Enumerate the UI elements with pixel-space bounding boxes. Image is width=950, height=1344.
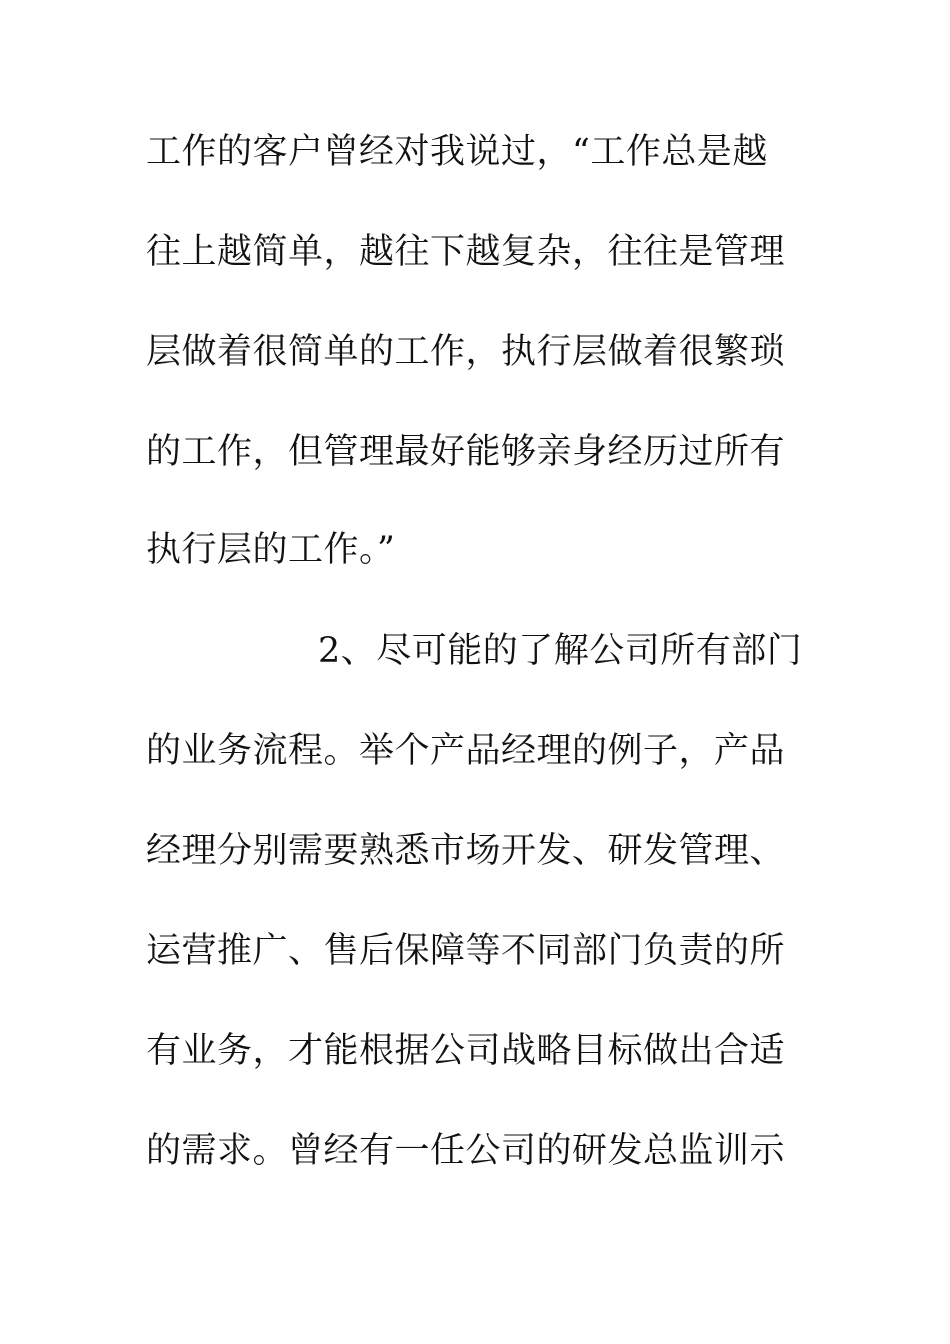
text-line: 往上越简单，越往下越复杂，往往是管理	[146, 232, 786, 272]
text-line: 运营推广、售后保障等不同部门负责的所	[146, 931, 786, 971]
text-line: 的工作，但管理最好能够亲身经历过所有	[146, 432, 786, 472]
text-line: 经理分别需要熟悉市场开发、研发管理、	[146, 831, 786, 871]
paragraph-start-line: 2、尽可能的了解公司所有部门	[318, 631, 803, 671]
text-line: 执行层的工作。”	[146, 530, 396, 570]
text-line: 工作的客户曾经对我说过，“工作总是越	[146, 132, 768, 172]
text-line: 有业务，才能根据公司战略目标做出合适	[146, 1031, 786, 1071]
text-line: 的业务流程。举个产品经理的例子，产品	[146, 731, 786, 771]
text-line: 的需求。曾经有一任公司的研发总监训示	[146, 1131, 786, 1171]
text-line: 层做着很简单的工作，执行层做着很繁琐	[146, 332, 786, 372]
